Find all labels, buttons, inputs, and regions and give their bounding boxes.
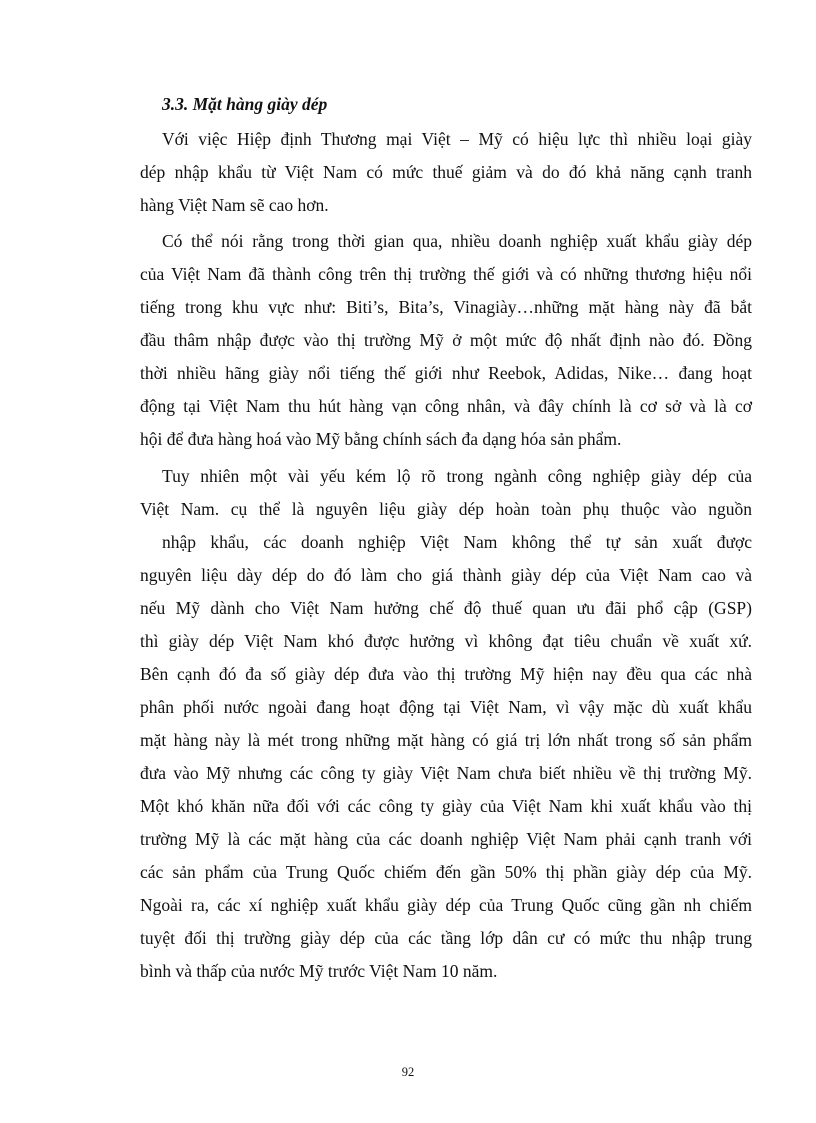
- paragraph-line: Với việc Hiệp định Thương mại Việt – Mỹ có hiệu lực thì nhiều loại giày: [162, 129, 752, 149]
- paragraph-line: bình và thấp của nước Mỹ trước Việt Nam 10 năm.: [140, 961, 498, 981]
- paragraph-line: động tại Việt Nam thu hút hàng vạn công nhân, và đây chính là cơ sở và là cơ: [140, 396, 752, 416]
- paragraph-line: đầu thâm nhập được vào thị trường Mỹ ở một mức độ nhất định nào đó. Đồng: [140, 330, 752, 350]
- paragraph-line: trường Mỹ là các mặt hàng của các doanh nghiệp Việt Nam phải cạnh tranh với: [140, 829, 752, 849]
- paragraph-line: Việt Nam. cụ thể là nguyên liệu giày dép hoàn toàn phụ thuộc vào nguồn: [140, 499, 752, 519]
- paragraph-line: mặt hàng này là mét trong những mặt hàng có giá trị lớn nhất trong số sản phẩm: [140, 730, 752, 750]
- paragraph-line: nếu Mỹ dành cho Việt Nam hưởng chế độ thuế quan ưu đãi phổ cập (GSP): [140, 598, 752, 618]
- paragraph-line: tuyệt đối thị trường giày dép của các tầng lớp dân cư có mức thu nhập trung: [140, 928, 752, 948]
- section-heading: 3.3. Mặt hàng giày dép: [162, 94, 328, 114]
- paragraph-line: thì giày dép Việt Nam khó được hưởng vì không đạt tiêu chuẩn về xuất xứ.: [140, 631, 752, 651]
- paragraph-line: nhập khẩu, các doanh nghiệp Việt Nam không thể tự sản xuất được: [162, 532, 752, 552]
- paragraph-line: nguyên liệu dày dép do đó làm cho giá thành giày dép của Việt Nam cao và: [140, 565, 752, 585]
- paragraph-line: đưa vào Mỹ nhưng các công ty giày Việt Nam chưa biết nhiều về thị trường Mỹ.: [140, 763, 752, 783]
- paragraph-line: dép nhập khẩu từ Việt Nam có mức thuế giảm và do đó khả năng cạnh tranh: [140, 162, 752, 182]
- paragraph-line: của Việt Nam đã thành công trên thị trường thế giới và có những thương hiệu nổi: [140, 264, 752, 284]
- page-number: 92: [401, 1065, 415, 1079]
- paragraph-line: Có thể nói rằng trong thời gian qua, nhiều doanh nghiệp xuất khẩu giày dép: [162, 231, 752, 251]
- paragraph-line: Bên cạnh đó đa số giày dép đưa vào thị trường Mỹ hiện nay đều qua các nhà: [140, 664, 752, 684]
- paragraph-line: Ngoài ra, các xí nghiệp xuất khẩu giày dép của Trung Quốc cũng gần nh chiếm: [140, 895, 752, 915]
- paragraph-line: hội để đưa hàng hoá vào Mỹ bằng chính sách đa dạng hóa sản phẩm.: [140, 429, 622, 449]
- paragraph-line: tiếng trong khu vực như: Biti’s, Bita’s, Vinagiày…những mặt hàng này đã bắt: [140, 297, 752, 317]
- paragraph-line: thời nhiều hãng giày nổi tiếng thế giới như Reebok, Adidas, Nike… đang hoạt: [140, 363, 752, 383]
- paragraph-line: Một khó khăn nữa đối với các công ty giày của Việt Nam khi xuất khẩu vào thị: [140, 796, 752, 816]
- paragraph-line: hàng Việt Nam sẽ cao hơn.: [140, 195, 329, 215]
- paragraph-line: phân phối nước ngoài đang hoạt động tại Việt Nam, vì vậy mặc dù xuất khẩu: [140, 697, 752, 717]
- paragraph-line: các sản phẩm của Trung Quốc chiếm đến gần 50% thị phần giày dép của Mỹ.: [140, 862, 752, 882]
- paragraph-line: Tuy nhiên một vài yếu kém lộ rõ trong ngành công nghiệp giày dép của: [162, 466, 752, 486]
